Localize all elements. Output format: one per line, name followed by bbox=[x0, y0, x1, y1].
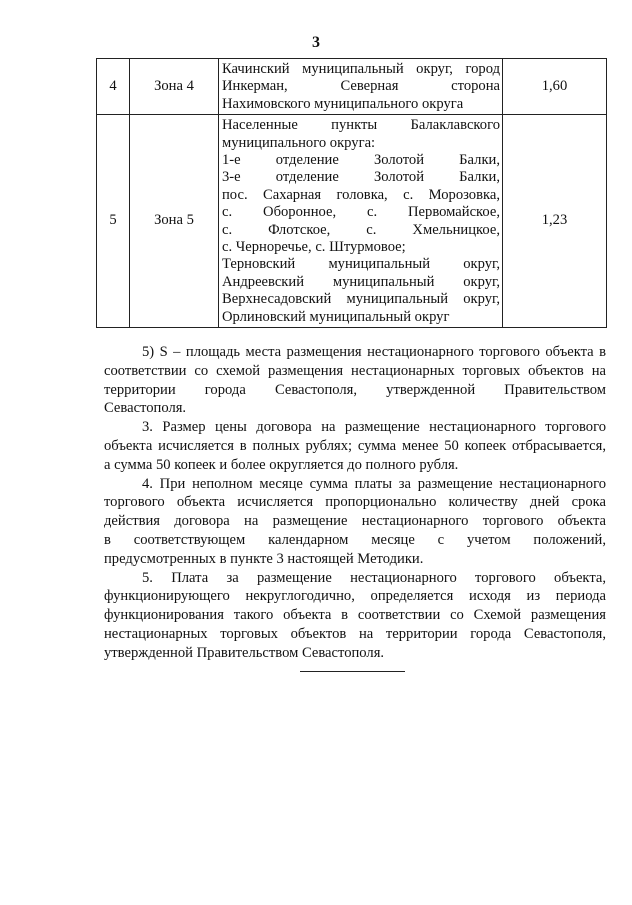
paragraph-partial-month bbox=[104, 475, 606, 569]
zone-description bbox=[219, 115, 503, 328]
paragraph-area-definition bbox=[104, 343, 606, 418]
paragraph-rounding bbox=[104, 418, 606, 474]
text-line: функционирующего некруглогодично, определяется исходя из периода bbox=[104, 588, 606, 605]
description-line: Верхнесадовский муниципальный округ, bbox=[222, 291, 500, 308]
paragraph-seasonal bbox=[104, 569, 606, 663]
zones-table bbox=[96, 58, 607, 328]
text-line: а сумма 50 копеек и более округляется до полного рубля. bbox=[104, 456, 459, 473]
text-line: Севастополя. bbox=[104, 400, 187, 417]
zone-name: Зона 5 bbox=[130, 115, 219, 328]
description-line: Инкерман, Северная сторона bbox=[222, 78, 500, 95]
text-line: функционирования такого объекта в соответствии со Схемой размещения bbox=[104, 607, 606, 624]
description-line: 1-е отделение Золотой Балки, bbox=[222, 152, 500, 169]
row-number: 4 bbox=[97, 59, 130, 115]
description-line: муниципального округа: bbox=[222, 134, 376, 151]
description-line: с. Черноречье, с. Штурмовое; bbox=[222, 239, 406, 256]
text-line: нестационарных торговых объектов на территории города Севастополя, bbox=[104, 625, 606, 642]
description-line: 3-е отделение Золотой Балки, bbox=[222, 169, 500, 186]
description-line: пос. Сахарная головка, с. Морозовка, bbox=[222, 186, 500, 203]
description-line: с. Оборонное, с. Первомайское, bbox=[222, 204, 500, 221]
zone-description bbox=[219, 59, 503, 115]
description-line: Населенные пункты Балаклавского bbox=[222, 117, 500, 134]
page-number: 3 bbox=[312, 34, 320, 51]
text-line: торгового объекта исчисляется пропорционально количеству дней срока bbox=[104, 494, 606, 511]
text-line: территории города Севастополя, утвержденной Правительством bbox=[104, 381, 606, 398]
text-line: 4. При неполном месяце сумма платы за размещение нестационарного bbox=[142, 475, 606, 492]
table-row bbox=[97, 115, 607, 328]
description-line: с. Флотское, с. Хмельницкое, bbox=[222, 221, 500, 238]
description-line: Терновский муниципальный округ, bbox=[222, 256, 500, 273]
description-line: Орлиновский муниципальный округ bbox=[222, 308, 450, 325]
table-row bbox=[97, 59, 607, 115]
row-number: 5 bbox=[97, 115, 130, 328]
zone-coefficient: 1,23 bbox=[503, 115, 607, 328]
text-line: объекта исчисляется в полных рублях; сумма менее 50 копеек отбрасывается, bbox=[104, 437, 606, 454]
text-line: утвержденной Правительством Севастополя. bbox=[104, 644, 385, 661]
description-line: Нахимовского муниципального округа bbox=[222, 95, 464, 112]
zone-coefficient: 1,60 bbox=[503, 59, 607, 115]
body-text bbox=[104, 343, 606, 663]
description-line: Качинский муниципальный округ, город bbox=[222, 61, 500, 77]
text-line: в соответствующем календарном месяце с учетом положений, bbox=[104, 531, 606, 548]
text-line: 5) S – площадь места размещения нестационарного торгового объекта в bbox=[142, 344, 606, 360]
text-line: предусмотренных в пункте 3 настоящей Методики. bbox=[104, 550, 424, 567]
description-line: Андреевский муниципальный округ, bbox=[222, 273, 500, 290]
end-divider bbox=[300, 671, 405, 672]
text-line: 3. Размер цены договора на размещение нестационарного торгового bbox=[142, 419, 606, 436]
text-line: 5. Плата за размещение нестационарного торгового объекта, bbox=[142, 569, 606, 586]
text-line: соответствии со схемой размещения нестационарных торговых объектов на bbox=[104, 362, 606, 379]
zone-name: Зона 4 bbox=[130, 59, 219, 115]
text-line: действия договора на размещение нестационарного торгового объекта bbox=[104, 513, 606, 530]
